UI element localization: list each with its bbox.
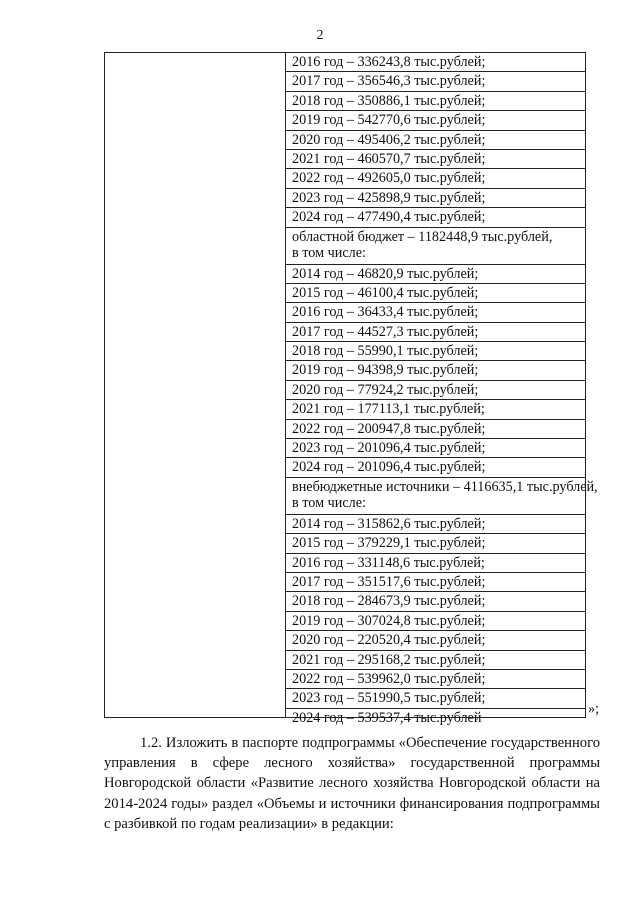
amendment-paragraph (104, 733, 600, 834)
closing-quote-mark: »; (588, 701, 600, 717)
funding-year-row: 2023 год – 425898,9 тыс.рублей; (286, 189, 585, 208)
amendment-paragraph-text: 1.2. Изложить в паспорте подпрограммы «Обеспечение государственного управления в сфере лесного хозяйства» государственной программы Новгородской области «Развитие лесного хозяйства Новгородской области на 2014-2024 годы» раздел «Объемы и источники финансирования подпрограммы с разбивкой по годам реализации» в редакции: (104, 735, 600, 832)
funding-year-row: 2022 год – 200947,8 тыс.рублей; (286, 420, 585, 439)
funding-year-row: 2018 год – 284673,9 тыс.рублей; (286, 592, 585, 611)
funding-year-row: 2024 год – 201096,4 тыс.рублей; (286, 458, 585, 477)
funding-year-row: 2022 год – 539962,0 тыс.рублей; (286, 670, 585, 689)
funding-year-row: 2018 год – 350886,1 тыс.рублей; (286, 92, 585, 111)
funding-source-row (286, 228, 585, 265)
funding-year-row: 2017 год – 44527,3 тыс.рублей; (286, 323, 585, 342)
funding-year-row: 2021 год – 177113,1 тыс.рублей; (286, 400, 585, 419)
including-label: в том числе: (292, 495, 366, 512)
funding-table (104, 52, 598, 726)
funding-year-row: 2020 год – 495406,2 тыс.рублей; (286, 131, 585, 150)
funding-source-row (286, 478, 598, 515)
funding-source-label: областной бюджет – 1182448,9 тыс.рублей, (292, 228, 553, 245)
funding-source-label: внебюджетные источники – 4116635,1 тыс.рублей, (292, 478, 598, 495)
funding-year-row: 2023 год – 551990,5 тыс.рублей; (286, 689, 585, 708)
funding-year-row: 2024 год – 477490,4 тыс.рублей; (286, 208, 585, 227)
funding-year-row: 2024 год – 539537,4 тыс.рублей (292, 709, 482, 726)
funding-year-row: 2014 год – 46820,9 тыс.рублей; (286, 265, 585, 284)
funding-year-row: 2019 год – 542770,6 тыс.рублей; (286, 111, 585, 130)
funding-year-row: 2016 год – 331148,6 тыс.рублей; (286, 554, 585, 573)
funding-year-row: 2015 год – 46100,4 тыс.рублей; (286, 284, 585, 303)
funding-year-row: 2023 год – 201096,4 тыс.рублей; (286, 439, 585, 458)
including-label: в том числе: (292, 245, 366, 262)
funding-year-row: 2015 год – 379229,1 тыс.рублей; (286, 534, 585, 553)
funding-values-column (286, 53, 598, 726)
funding-year-row: 2021 год – 295168,2 тыс.рублей; (286, 651, 585, 670)
funding-year-row: 2017 год – 356546,3 тыс.рублей; (286, 72, 585, 91)
funding-year-row: 2019 год – 94398,9 тыс.рублей; (286, 361, 585, 380)
funding-year-row: 2014 год – 315862,6 тыс.рублей; (286, 515, 585, 534)
funding-year-row: 2020 год – 77924,2 тыс.рублей; (286, 381, 585, 400)
funding-year-row: 2022 год – 492605,0 тыс.рублей; (286, 169, 585, 188)
funding-year-row: 2016 год – 336243,8 тыс.рублей; (286, 53, 585, 72)
funding-year-row: 2021 год – 460570,7 тыс.рублей; (286, 150, 585, 169)
funding-year-row: 2020 год – 220520,4 тыс.рублей; (286, 631, 585, 650)
page-number: 2 (316, 28, 324, 43)
funding-year-row: 2016 год – 36433,4 тыс.рублей; (286, 303, 585, 322)
funding-year-row: 2019 год – 307024,8 тыс.рублей; (286, 612, 585, 631)
funding-year-row: 2018 год – 55990,1 тыс.рублей; (286, 342, 585, 361)
funding-year-row: 2017 год – 351517,6 тыс.рублей; (286, 573, 585, 592)
